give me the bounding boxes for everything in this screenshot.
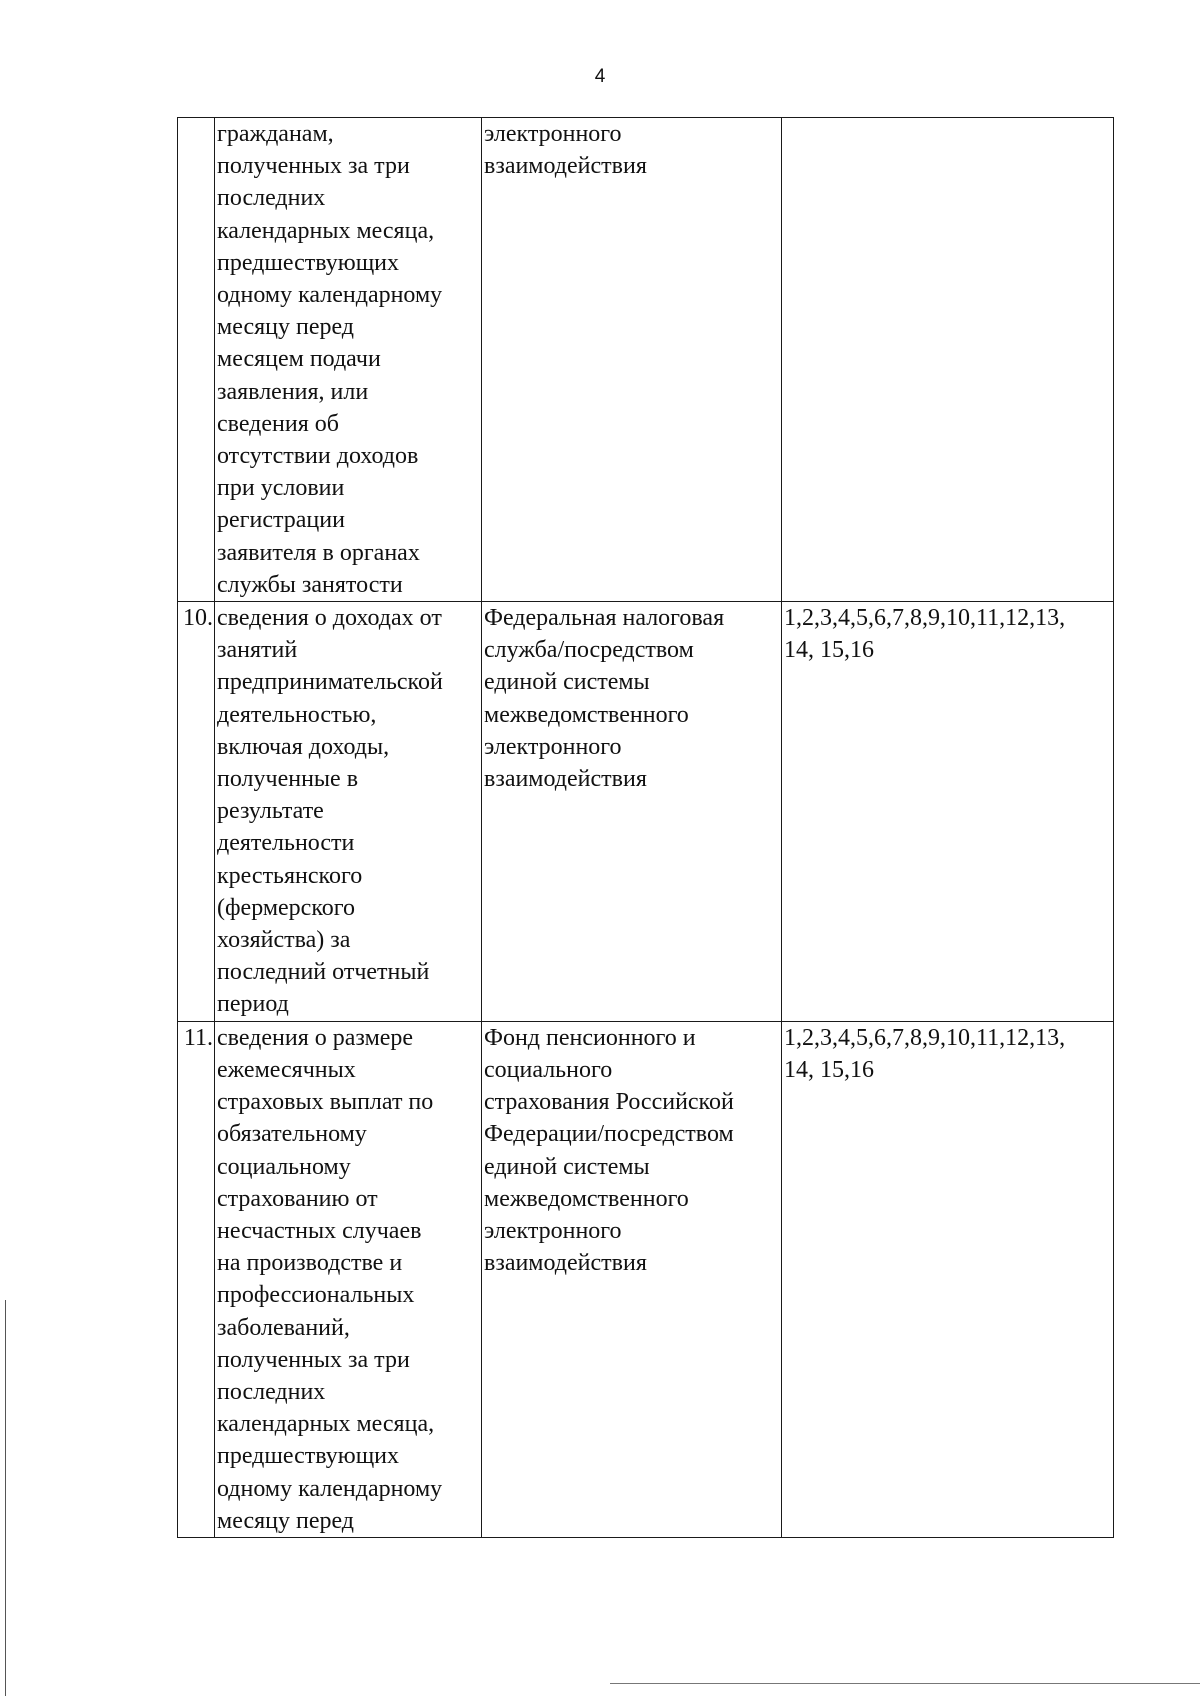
- info-description: гражданам, полученных за три последних календарных месяца, предшествующих одному календарному месяцу перед месяцем подачи заявления, или сведения об отсутствии доходов при условии регистрации заявителя в органах службы занятости: [215, 118, 482, 602]
- info-source: Фонд пенсионного и социального страхования Российской Федерации/посредством единой системы межведомственного электронного взаимодействия: [482, 1021, 782, 1537]
- info-description: сведения о доходах от занятий предпринимательской деятельностью, включая доходы, полученные в результате деятельности крестьянского (фермерского хозяйства) за последний отчетный период: [215, 602, 482, 1022]
- page-number: 4: [594, 66, 606, 87]
- row-number: 11.: [178, 1021, 215, 1537]
- scan-edge-line: [610, 1683, 1200, 1684]
- applicable-items: 1,2,3,4,5,6,7,8,9,10,11,12,13, 14, 15,16: [782, 1021, 1114, 1537]
- documents-table: [177, 117, 1114, 1538]
- row-number: 10.: [178, 602, 215, 1022]
- table-row: [178, 1021, 1114, 1537]
- info-source: Федеральная налоговая служба/посредством единой системы межведомственного электронного взаимодействия: [482, 602, 782, 1022]
- info-source: электронного взаимодействия: [482, 118, 782, 602]
- applicable-items: [782, 118, 1114, 602]
- row-number: [178, 118, 215, 602]
- scan-edge-line: [5, 1300, 6, 1696]
- table-row: [178, 118, 1114, 602]
- applicable-items: 1,2,3,4,5,6,7,8,9,10,11,12,13, 14, 15,16: [782, 602, 1114, 1022]
- info-description: сведения о размере ежемесячных страховых выплат по обязательному социальному страхованию от несчастных случаев на производстве и профессиональных заболеваний, полученных за три последних календарных месяца, предшествующих одному календарному месяцу перед: [215, 1021, 482, 1537]
- table-row: [178, 602, 1114, 1022]
